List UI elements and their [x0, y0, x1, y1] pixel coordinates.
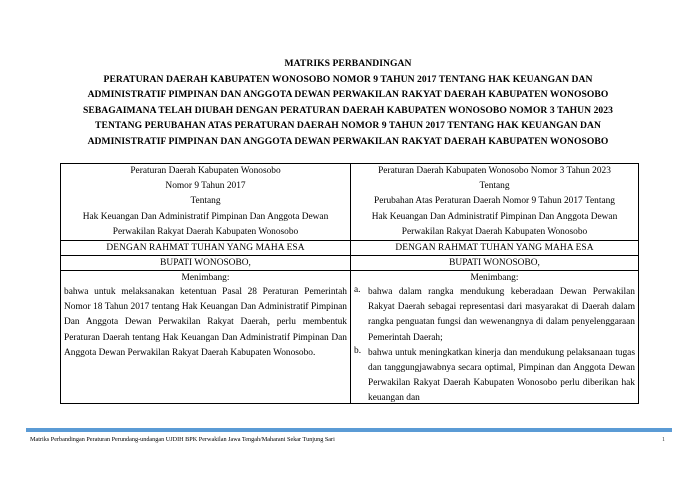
table-row — [61, 271, 639, 404]
right-heading-line: Tentang — [479, 181, 510, 192]
right-heading-cell — [351, 164, 639, 241]
point-marker: a. — [354, 285, 361, 296]
right-bupati-cell: BUPATI WONOSOBO, — [351, 256, 639, 271]
left-heading-line: Tentang — [190, 196, 221, 207]
right-considerations-list — [354, 285, 635, 403]
title-line: ADMINISTRATIF PIMPINAN DAN ANGGOTA DEWAN PERWAKILAN RAKYAT DAERAH KABUPATEN WONOSOBO — [87, 135, 609, 147]
left-heading-line: Peraturan Daerah Kabupaten Wonosobo — [130, 166, 281, 176]
point-text: bahwa dalam rangka mendukung keberadaan Dewan Perwakilan Rakyat Daerah sebagai representasi dari masyarakat di Daerah dalam rangka penguatan fungsi dan wewenangnya di dalam penyelenggaraan Pemerintah Daerah; — [368, 287, 635, 343]
right-menimbang-label: Menimbang: — [470, 273, 519, 284]
left-bupati-cell: BUPATI WONOSOBO, — [61, 256, 351, 271]
point-marker: b. — [354, 345, 362, 356]
point-text: bahwa untuk meningkatkan kinerja dan mendukung pelaksanaan tugas dan tanggungjawabnya secara optimal, Pimpinan dan Anggota Dewan Perwakilan Rakyat Daerah Kabupaten Wonosobo perlu diberikan hak keuangan dan — [368, 347, 635, 404]
title-line: MATRIKS PERBANDINGAN — [284, 58, 412, 69]
table-row — [61, 164, 639, 241]
page-number: 1 — [662, 436, 666, 443]
list-item — [354, 346, 635, 403]
right-heading-line: Peraturan Daerah Kabupaten Wonosobo Nomor 3 Tahun 2023 — [378, 166, 611, 176]
list-item — [354, 285, 635, 346]
left-considerations-cell — [61, 271, 351, 404]
right-heading-line: Perwakilan Rakyat Daerah Kabupaten Wonosobo — [401, 226, 588, 237]
left-menimbang-label: Menimbang: — [181, 273, 230, 284]
left-heading-line: Hak Keuangan Dan Administratif Pimpinan Dan Anggota Dewan — [82, 211, 329, 222]
left-considerations-text: bahwa untuk melaksanakan ketentuan Pasal 28 Peraturan Pemerintah Nomor 18 Tahun 2017 tentang Hak Keuangan Dan Administratif Pimpinan Dan Anggota Dewan Perwakilan Rakyat Daerah, perlu membentuk Peraturan Daerah tentang Hak Keuangan Dan Administratif Pimpinan Dan Anggota Dewan Perwakilan Rakyat Daerah Kabupaten Wonosobo. — [64, 287, 347, 358]
left-heading-cell — [61, 164, 351, 241]
table-row — [61, 256, 639, 271]
footer-text: Matriks Perbandingan Peraturan Perundang-undangan UJDIH BPK Perwakilan Jawa Tengah/Maharani Sekar Tunjung Sari — [30, 436, 335, 443]
right-heading-line: Hak Keuangan Dan Administratif Pimpinan Dan Anggota Dewan — [371, 211, 618, 222]
footer-divider — [26, 428, 672, 432]
title-line: PERATURAN DAERAH KABUPATEN WONOSOBO NOMOR 9 TAHUN 2017 TENTANG HAK KEUANGAN DAN — [103, 73, 593, 85]
table-row — [61, 241, 639, 256]
left-heading-line: Perwakilan Rakyat Daerah Kabupaten Wonosobo — [112, 226, 299, 237]
left-heading-line: Nomor 9 Tahun 2017 — [165, 181, 246, 192]
title-line: SEBAGAIMANA TELAH DIUBAH DENGAN PERATURAN DAERAH KABUPATEN WONOSOBO NOMOR 3 TAHUN 2023 — [83, 104, 613, 116]
right-heading-line: Perubahan Atas Peraturan Daerah Nomor 9 Tahun 2017 Tentang — [374, 196, 615, 207]
right-considerations-cell — [351, 271, 639, 404]
right-rahmat-cell: DENGAN RAHMAT TUHAN YANG MAHA ESA — [351, 241, 639, 256]
left-rahmat-cell: DENGAN RAHMAT TUHAN YANG MAHA ESA — [61, 241, 351, 256]
comparison-table — [60, 163, 639, 404]
title-line: ADMINISTRATIF PIMPINAN DAN ANGGOTA DEWAN PERWAKILAN RAKYAT DAERAH KABUPATEN WONOSOBO — [87, 89, 609, 101]
document-title — [40, 56, 656, 150]
title-line: TENTANG PERUBAHAN ATAS PERATURAN DAERAH NOMOR 9 TAHUN 2017 TENTANG HAK KEUANGAN DAN — [95, 120, 601, 132]
